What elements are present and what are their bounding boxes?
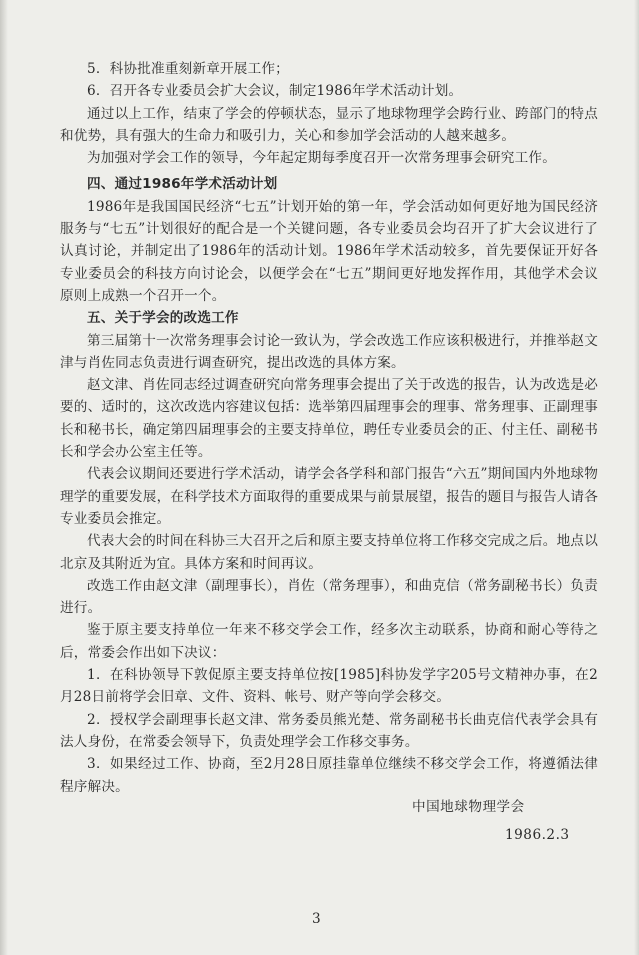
page-number: 3 [312,911,321,927]
paragraph-resolution-1: 1．在科协领导下敦促原主要支持单位按[1985]科协发学字205号文精神办事，在2月28日前将学会旧章、文件、资料、帐号、财产等向学会移交。 [60,667,598,706]
signature-organization: 中国地球物理学会 [412,799,525,815]
paragraph-resolution-intro: 鉴于原主要支持单位一年来不移交学会工作，经多次主动联系，协商和耐心等待之后，常委会作出如下决议： [60,622,598,661]
paragraph-academic: 代表会议期间还要进行学术活动，请学会各学科和部门报告“六五”期间国内外地球物理学的重要发展，在科学技术方面取得的重要成果与前景展望，报告的题目与报告人请各专业委员会推定。 [60,466,598,527]
paragraph-discussion: 第三届第十一次常务理事会讨论一致认为，学会改选工作应该积极进行，并推举赵文津与肖佐同志负责进行调查研究，提出改选的具体方案。 [60,332,598,371]
paragraph-resolution-3: 3．如果经过工作、协商，至2月28日原挂靠单位继续不移交学会工作，将遵循法律程序解决。 [60,756,598,795]
paragraph-resolution-2: 2．授权学会副理事长赵文津、常务委员熊光楚、常务副秘书长曲克信代表学会具有法人身份，在常委会领导下，负责处理学会工作移交事务。 [60,711,598,750]
paragraph-election-leads: 改选工作由赵文津（副理事长），肖佐（常务理事），和曲克信（常务副秘书长）负责进行。 [60,577,598,617]
section-heading-5: 五、关于学会的改选工作 [87,310,239,327]
scan-edge-right [634,0,639,955]
paragraph-report: 赵文津、肖佐同志经过调查研究向常务理事会提出了关于改选的报告，认为改选是必要的、适时的，这次改选内容建议包括：选举第四届理事会的理事、常务理事、正副理事长和秘书长，确定第四届理事会的主要支持单位，聘任专业委员会的正、付主任、副秘书长和学会办公室主任等。 [60,377,598,461]
scan-edge-left [0,0,8,955]
paragraph-congress-time: 代表大会的时间在科协三大召开之后和原主要支持单位将工作移交完成之后。地点以北京及其附近为宜。具体方案和时间再议。 [60,533,598,572]
paragraph-plan: 1986年是我国国民经济“七五”计划开始的第一年，学会活动如何更好地为国民经济服务与“七五”计划很好的配合是一个关键问题，各专业委员会均召开了扩大会议进行了认真讨论，并制定出了1986年的活动计划。1986年学术活动较多，首先要保证开好各专业委员会的科技方向讨论会，以便学会在“七五”期间更好地发挥作用，其他学术会议原则上成熟一个召开一个。 [60,198,598,304]
paragraph-leadership: 为加强对学会工作的领导，今年起定期每季度召开一次常务理事会研究工作。 [87,150,556,167]
paragraph-item-5: 5．科协批准重刻新章开展工作； [87,61,289,77]
section-heading-4: 四、通过1986年学术活动计划 [87,176,278,193]
signature-date: 1986.2.3 [505,827,570,843]
paragraph-item-6: 6．召开各专业委员会扩大会议，制定1986年学术活动计划。 [87,83,463,100]
paragraph-summary: 通过以上工作，结束了学会的停顿状态，显示了地球物理学会跨行业、跨部门的特点和优势，具有强大的生命力和吸引力，关心和参加学会活动的人越来越多。 [60,105,598,144]
document-body [60,58,598,798]
